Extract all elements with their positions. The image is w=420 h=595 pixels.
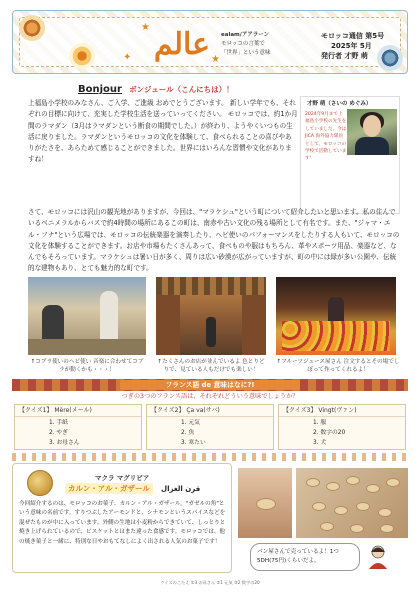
quiz-option: 1. 手紙 — [49, 420, 68, 426]
greeting-french: Bonjour — [78, 84, 122, 95]
author-photo-face — [363, 115, 381, 137]
star-icon: ✦ — [123, 52, 132, 63]
photo-ground — [28, 339, 146, 355]
marrakech-paragraph: さて、モロッコには沢山の観光地がありますが、今回は、"マラケシュ"という町について紹介したいと思います。私の住んでいるベニメラルからバスで約4時間の場所にあるこの町は、南赤や古い文化の残る場所として有名です。また、"ジャマ・エル・フナ"という広場では、モロッコの伝統楽器を演奏したり、ヘビ使いのパフォーマンスをしたりする人もいて、モロッコの文化を体験することができます。お店や市場もたくさんあって、食べものや服はもちろん、革やスポーツ用品、楽器など、なんでもそろっています。マラケシュは暑い日が多く、周りは広い砂漠が広がっていますが、町の中には緑が多い公園や、伝統的な建物もあり、とても魅力的な町です。 — [28, 208, 400, 273]
snake-charmer-photo — [28, 277, 146, 355]
author-name: 才野 萌（さいの めぐみ） — [307, 101, 372, 107]
quiz-card — [146, 404, 274, 450]
quiz-option: 1. 元気 — [181, 420, 200, 426]
pastry-shape — [334, 506, 348, 515]
ornament-icon — [19, 15, 45, 41]
header-subtitle — [221, 31, 301, 58]
header-subtitle-line: ealam/アアラーン — [221, 32, 270, 38]
photo-awning — [156, 277, 266, 295]
pastry-shape — [256, 498, 276, 510]
author-bio: 2024年9月まで上福島小学校の先生をしていました。今は JICA 海外協力隊員として、モロッコの学校で活動しています！ — [305, 112, 347, 162]
header-subtitle-line: 「世界」という意味 — [221, 50, 271, 56]
quiz-option: 2. 数字の20 — [313, 430, 346, 436]
publisher: 発行者 才野 萌 — [321, 52, 368, 60]
pastry-shape — [306, 478, 320, 487]
intro-paragraph: 上福島小学校のみなさん、ご入学、ご進級 おめでとうございます。 新しい学年でも、それぞれの目標に向けて、充実した学校生活を送っていってください。 モロッコでは、約1か月間のラマダン（3月はラマダンという断食の期間でした。）が終わり、ようやくいつもの生活に戻りました。ラマダンというモロッコの文化を体験して、食べられることの喜びやありがたさを、あらためて感じることができました。世界にはいろんな習慣や文化がありますね！ — [28, 99, 298, 164]
quiz-answers-footer: クイズのこたえ ①3 お母さん ②1 元気 ③2 数字の20 — [160, 580, 260, 585]
ornament-divider — [12, 453, 408, 461]
food-description: 今回紹介するのは、モロッコのお菓子、カルン・アル・ガザール。"ガゼルの角"という意味の名前です。すりつぶしたアーモンドと、シナモンというスパイスなどを混ぜたものが中に入っています。外側の生地は小麦粉からできていて、しっとりと焼き上げられているので、ビスケットとはまた違った食感です。モロッコでは、他の焼き菓子と一緒に、特別な日やおもてなしによく出される人気のお菓子です！ — [19, 501, 226, 545]
french-quiz-question: つぎの3つのフランス語は、それぞれどういう意味でしょうか？ — [121, 393, 299, 400]
quiz-option: 3. 寒たい — [181, 440, 206, 446]
pastry-shape — [350, 524, 364, 533]
pastry-shape — [378, 508, 392, 517]
quiz-head: 【クイズ3】 Vingt(ヴァン) — [279, 405, 405, 417]
pastry-shape — [346, 476, 360, 485]
juice-stand-photo — [276, 277, 396, 355]
quiz-head: 【クイズ2】 Ça va(サバ) — [147, 405, 273, 417]
sweets-icon — [27, 470, 53, 496]
quiz-card — [278, 404, 406, 450]
issue-number: モロッコ通信 第5号 — [321, 32, 385, 40]
pastry-shape — [320, 522, 334, 531]
food-name-arabic: قرن الغزال — [161, 485, 201, 493]
quiz-option: 2. やぎ — [49, 430, 68, 436]
pastry-shape — [380, 524, 394, 533]
photo-caption: ↑コブラ使いのヘビ使い 音楽に合わせてコブラが動くかも・・・！ — [30, 359, 144, 374]
person-icon — [364, 542, 392, 570]
author-photo — [347, 109, 397, 155]
photo-figure — [100, 291, 118, 343]
greeting — [78, 84, 234, 95]
author-photo-body — [355, 137, 389, 155]
pastry-shape — [312, 502, 326, 511]
star-icon: ★ — [211, 54, 220, 65]
quiz-card — [14, 404, 142, 450]
quiz-options — [15, 417, 141, 448]
star-icon: ★ — [141, 22, 150, 33]
pastry-shape — [356, 502, 370, 511]
quiz-option: 3. お母さん — [49, 440, 80, 446]
issue-info — [321, 31, 413, 61]
photo-wall — [156, 295, 180, 355]
ornament-icon — [69, 43, 95, 69]
pastry-shape — [326, 482, 340, 491]
quiz-options — [279, 417, 405, 448]
greeting-japanese: ボンジュール（こんにちは）！ — [129, 85, 234, 94]
header-subtitle-line: モロッコの言葉で — [221, 41, 265, 47]
photo-caption: ↑たくさんのお店が並んでいるよ 色とりどりで、見ている人もだけでも楽しい！ — [157, 359, 265, 374]
header-banner — [12, 10, 408, 74]
photo-wall — [242, 295, 266, 355]
food-title: マクラ マグリビア — [95, 474, 150, 482]
newsletter-logo: عالم — [153, 27, 211, 62]
quiz-option: 2. 魚 — [181, 430, 195, 436]
photo-vendor — [328, 297, 344, 321]
french-section-title: フランス語 de 意味はなに?! — [120, 380, 300, 390]
pastry-shape — [386, 478, 400, 487]
pastry-shape — [366, 484, 380, 493]
pastry-hand-photo — [238, 468, 292, 538]
market-street-photo — [156, 277, 266, 355]
pastry-tray-photo — [296, 468, 408, 538]
quiz-option: 1. 服 — [313, 420, 327, 426]
quiz-head: 【クイズ1】 Mère(メール) — [15, 405, 141, 417]
photo-fruit-display — [282, 321, 390, 351]
photo-figure — [206, 317, 216, 347]
food-name: カルン・アル・ガザール — [65, 483, 153, 494]
issue-date: 2025年 5月 — [331, 42, 372, 50]
food-section — [12, 463, 232, 573]
quiz-option: 3. 犬 — [313, 440, 327, 446]
speech-bubble: パン屋さんで売っているよ！1つ5DH(75円)くらいだよ。 — [250, 543, 360, 571]
author-profile — [300, 96, 400, 214]
photo-caption: ↑フルーツジュース屋さん 注文するとその場でしぼって作ってくれるよ！ — [276, 359, 400, 374]
quiz-options — [147, 417, 273, 448]
